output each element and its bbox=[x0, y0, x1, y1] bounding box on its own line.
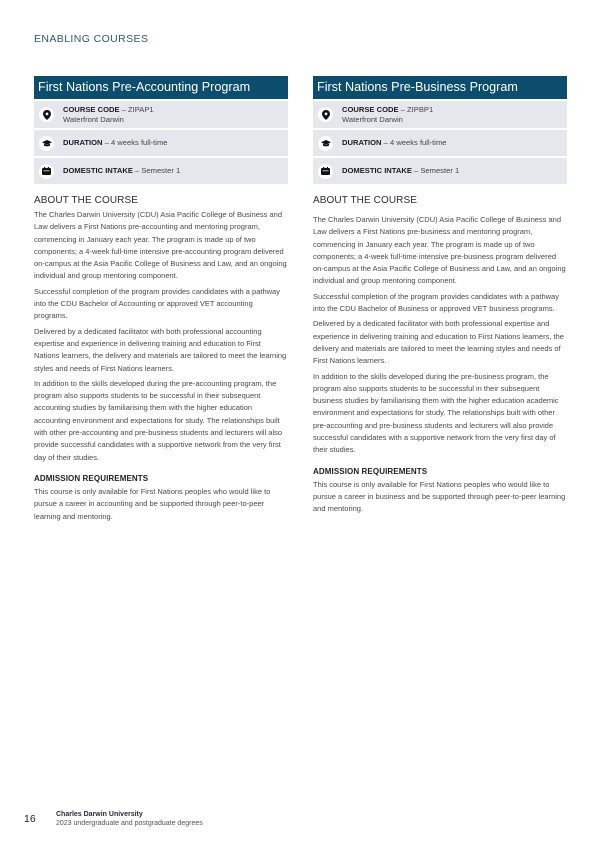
map-pin-icon bbox=[39, 107, 54, 122]
course-code-label: COURSE CODE bbox=[63, 105, 120, 114]
duration-row bbox=[34, 130, 288, 156]
intake-row bbox=[34, 158, 288, 184]
about-paragraph: The Charles Darwin University (CDU) Asia Pacific College of Business and Law delivers a First Nations pre-business and mentoring program, commencing in January each year. The program is made up of two components; a 4-week full-time intensive pre-business program delivered on-campus at the Asia Pacific College of Business and Law, and an ongoing individual and group mentoring component. bbox=[313, 215, 566, 286]
duration-value: – 4 weeks full-time bbox=[104, 138, 168, 148]
admission-text: This course is only available for First Nations peoples who would like to pursue a career in business and be supported through peer-to-peer learning and mentoring. bbox=[313, 479, 566, 514]
about-paragraph: Successful completion of the program provides candidates with a pathway into the CDU Bachelor of Business or approved VET business programs. bbox=[313, 291, 559, 314]
footer-university: Charles Darwin University bbox=[56, 811, 143, 818]
page-footer bbox=[24, 810, 203, 828]
calendar-icon bbox=[39, 164, 54, 179]
about-paragraph: The Charles Darwin University (CDU) Asia Pacific College of Business and Law delivers a First Nations pre-accounting and mentoring program, commencing in January each year. The program is made up of two components; a 4-week full-time intensive pre-accounting program delivered on-campus at the Asia Pacific College of Business and Law, and an ongoing individual and group mentoring component. bbox=[34, 210, 287, 281]
about-paragraph: Successful completion of the program provides candidates with a pathway into the CDU Bachelor of Accounting or approved VET accounting programs. bbox=[34, 286, 280, 321]
graduation-cap-icon bbox=[39, 136, 54, 151]
course-code-row bbox=[313, 101, 567, 128]
duration-label: DURATION bbox=[342, 138, 382, 148]
footer-subtitle: 2023 undergraduate and postgraduate degrees bbox=[56, 820, 203, 827]
section-label: ENABLING COURSES bbox=[34, 33, 149, 45]
program-title: First Nations Pre-Accounting Program bbox=[34, 76, 288, 99]
program-title: First Nations Pre-Business Program bbox=[313, 76, 567, 99]
map-pin-icon bbox=[318, 107, 333, 122]
about-paragraph: In addition to the skills developed during the pre-business program, the program also supports students to be successful in their subsequent business studies by familiarising them with the higher education academic environment and expectations for study. The relationships built with other pre-accounting and pre-business students and lecturers will also provide successful candidates with a supportive network from the very first day of their studies. bbox=[313, 371, 559, 455]
course-code-row bbox=[34, 101, 288, 128]
about-paragraph: Delivered by a dedicated facilitator with both professional accounting expertise and experience in delivering training and education to First Nations learners, the delivery and materials are tailored to meet the learning styles and needs of First Nations learners. bbox=[34, 326, 287, 373]
duration-row bbox=[313, 130, 567, 156]
about-paragraph: Delivered by a dedicated facilitator with both professional expertise and experience in delivering training and education to First Nations learners, the delivery and materials are tailored to meet the learning styles and needs of First Nations learners. bbox=[313, 319, 564, 366]
about-heading: ABOUT THE COURSE bbox=[313, 195, 418, 206]
calendar-icon bbox=[318, 164, 333, 179]
page-number: 16 bbox=[24, 813, 36, 825]
duration-value: – 4 weeks full-time bbox=[383, 138, 447, 148]
admission-text: This course is only available for First Nations peoples who would like to pursue a career in accounting and be supported through peer-to-peer learning and mentoring. bbox=[34, 486, 271, 521]
campus: Waterfront Darwin bbox=[342, 114, 403, 124]
campus: Waterfront Darwin bbox=[63, 114, 124, 124]
intake-label: DOMESTIC INTAKE bbox=[63, 166, 133, 176]
about-heading: ABOUT THE COURSE bbox=[34, 195, 139, 206]
intake-label: DOMESTIC INTAKE bbox=[342, 166, 412, 176]
duration-label: DURATION bbox=[63, 138, 103, 148]
course-code-label: COURSE CODE bbox=[342, 105, 399, 114]
intake-row bbox=[313, 158, 567, 184]
course-code-value: – ZIPBP1 bbox=[400, 105, 434, 114]
intake-value: – Semester 1 bbox=[135, 166, 181, 176]
graduation-cap-icon bbox=[318, 136, 333, 151]
program-card-pre-accounting bbox=[34, 76, 288, 523]
intake-value: – Semester 1 bbox=[414, 166, 460, 176]
program-card-pre-business bbox=[313, 76, 567, 516]
admission-heading: ADMISSION REQUIREMENTS bbox=[313, 466, 428, 476]
course-code-value: – ZIPAP1 bbox=[121, 105, 154, 114]
about-paragraph: In addition to the skills developed during the pre-accounting program, the program also supports students to be successful in their subsequent accounting studies by familiarising them with the higher education accounting environment and expectations for study. The relationships built with other pre-accounting and pre-business students and lecturers will also provide successful candidates with a supportive network from the very first day of their studies. bbox=[34, 378, 283, 462]
admission-heading: ADMISSION REQUIREMENTS bbox=[34, 473, 149, 483]
